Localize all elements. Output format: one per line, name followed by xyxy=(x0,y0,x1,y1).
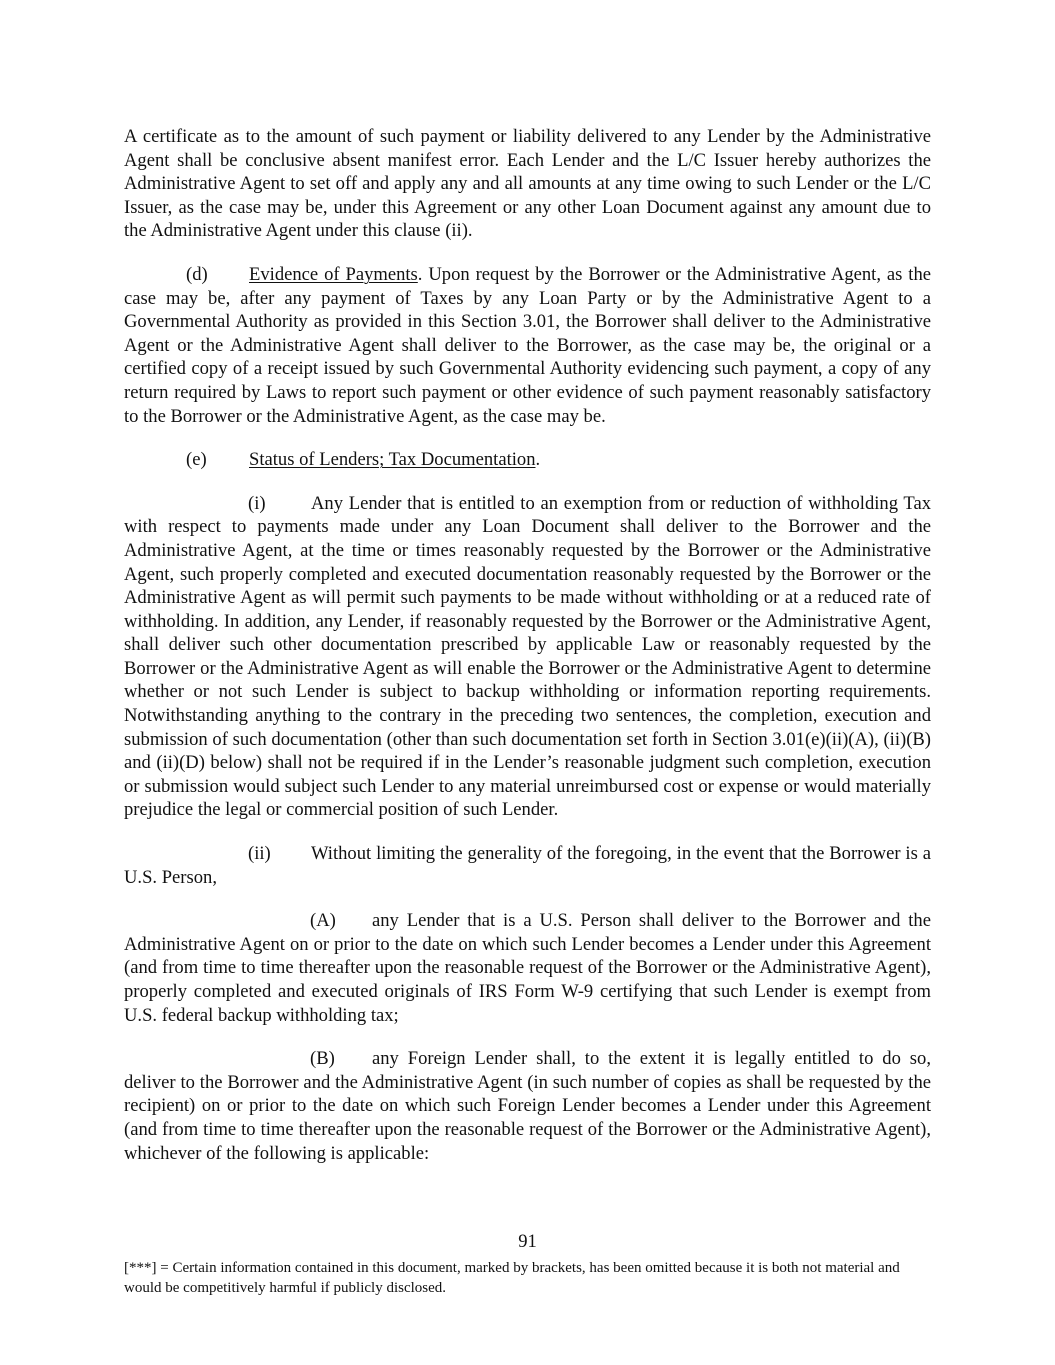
section-d-label: (d) xyxy=(186,263,208,285)
section-e-i-text: Any Lender that is entitled to an exemption from or reduction of withholding Tax with respect to payments made under any Loan Document shall deliver to the Borrower and the Administrative Agent, at the time or times reasonably requested by the Borrower or the Administrative Agent, such properly completed and executed documentation reasonably requested by the Borrower or the Administrative Agent as will permit such payments to be made without withholding or at a reduced rate of withholding. In addition, any Lender, if reasonably requested by the Borrower or the Administrative Agent, shall deliver such other documentation prescribed by applicable Law or reasonably requested by the Borrower or the Administrative Agent as will enable the Borrower or the Administrative Agent to determine whether or not such Lender is subject to backup withholding or information reporting requirements. Notwithstanding anything to the contrary in the preceding two sentences, the completion, execution and submission of such documentation (other than such documentation set forth in Section 3.01(e)(ii)(A), (ii)(B) and (ii)(D) below) shall not be required if in the Lender’s reasonable judgment such completion, execution or submission would subject such Lender to any material unreimbursed cost or expense or would materially prejudice the legal or commercial position of such Lender. xyxy=(124,492,931,821)
section-e-status-of-lenders xyxy=(124,448,931,472)
section-A-label: (A) xyxy=(310,910,336,932)
section-e-ii-label: (ii) xyxy=(248,843,271,865)
section-e-heading-punct: . xyxy=(535,449,541,471)
footnote: [***] = Certain information contained in this document, marked by brackets, has been omitted because it is both not material and would be competitively harmful if publicly disclosed. xyxy=(124,1260,900,1296)
section-d-evidence-of-payments xyxy=(124,263,931,428)
section-d-heading-punct: . xyxy=(417,263,423,285)
section-B-text: any Foreign Lender shall, to the extent it is legally entitled to do so, deliver to the Borrower and the Administrative Agent (in such number of copies as shall be requested by the recipient) on or prior to the date on which such Foreign Lender becomes a Lender under this Agreement (and from time to time thereafter upon the reasonable request of the Borrower or the Administrative Agent), whichever of the following is applicable: xyxy=(124,1048,931,1164)
section-d-heading: Evidence of Payments xyxy=(249,263,418,285)
section-d-text: Upon request by the Borrower or the Administrative Agent, as the case may be, after any payment of Taxes by any Loan Party or by the Administrative Agent to a Governmental Authority as provided in this Section 3.01, the Borrower shall deliver to the Administrative Agent or the Administrative Agent shall deliver to the Borrower, as the case may be, the original or a certified copy of a receipt issued by such Governmental Authority evidencing such payment, a copy of any return required by Laws to report such payment or other evidence of such payment reasonably satisfactory to the Borrower or the Administrative Agent, as the case may be. xyxy=(124,263,932,427)
section-e-i xyxy=(124,492,931,822)
section-A-text: any Lender that is a U.S. Person shall deliver to the Borrower and the Administrative Agent on or prior to the date on which such Lender becomes a Lender under this Agreement (and from time to time thereafter upon the reasonable request of the Borrower or the Administrative Agent), properly completed and executed originals of IRS Form W-9 certifying that such Lender is exempt from U.S. federal backup withholding tax; xyxy=(124,910,931,1026)
section-e-i-label: (i) xyxy=(248,492,266,514)
section-e-ii xyxy=(124,842,931,889)
section-e-ii-text: Without limiting the generality of the foregoing, in the event that the Borrower is a U.S. Person, xyxy=(124,843,931,888)
section-A xyxy=(124,909,931,1027)
section-e-heading: Status of Lenders; Tax Documentation xyxy=(249,449,536,471)
page-number: 91 xyxy=(518,1231,537,1252)
paragraph-certificate: A certificate as to the amount of such payment or liability delivered to any Lender by the Administrative Agent shall be conclusive absent manifest error. Each Lender and the L/C Issuer hereby authorizes the Administrative Agent to set off and apply any and all amounts at any time owing to such Lender or the L/C Issuer, as the case may be, under this Agreement or any other Loan Document against any amount due to the Administrative Agent under this clause (ii). xyxy=(124,126,931,242)
document-page xyxy=(124,125,931,1185)
section-B-label: (B) xyxy=(310,1048,335,1070)
section-B xyxy=(124,1047,931,1165)
section-e-label: (e) xyxy=(186,449,207,471)
